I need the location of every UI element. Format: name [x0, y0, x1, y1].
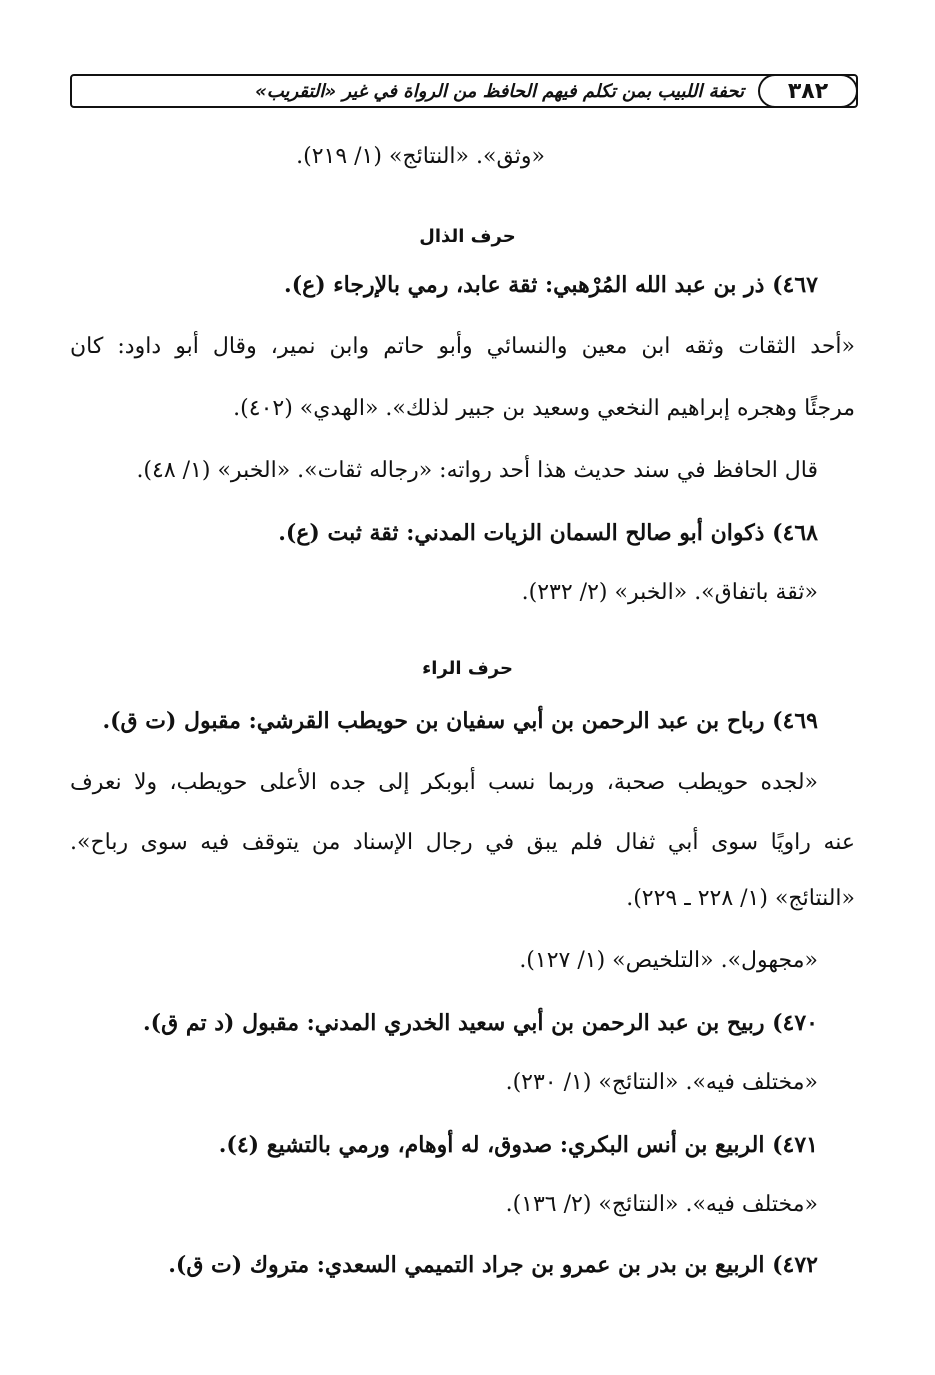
- page-number: ٣٨٢: [758, 74, 858, 108]
- section-heading: حرف الراء: [422, 658, 513, 679]
- text-line: «ثقة باتفاق». «الخبر» (٢/ ٢٣٢).: [521, 580, 818, 605]
- text-line: «وثق». «النتائج» (١/ ٢١٩).: [296, 144, 545, 169]
- section-heading: حرف الذال: [419, 226, 516, 247]
- entry-line: ٤٦٧) ذر بن عبد الله المُرْهبي: ثقة عابد، رمي بالإرجاء (ع).: [284, 272, 818, 298]
- text-line: «النتائج» (١/ ٢٢٨ ـ ٢٢٩).: [626, 886, 855, 911]
- text-line: «مختلف فيه». «النتائج» (٢/ ١٣٦).: [505, 1192, 818, 1217]
- text-line: عنه راويًا سوى أبي ثفال فلم يبق في رجال الإسناد من يتوقف فيه سوى رباح».: [70, 830, 856, 855]
- text-line: «أحد الثقات وثقه ابن معين والنسائي وأبو حاتم وابن نمير، وقال أبو داود: كان: [70, 334, 855, 359]
- text-line: «لجده حويطب صحبة، وربما نسب أبوبكر إلى جده الأعلى حويطب، ولا نعرف: [70, 770, 818, 795]
- entry-line: ٤٧٠) ربيح بن عبد الرحمن بن أبي سعيد الخدري المدني: مقبول (د تم ق).: [143, 1010, 818, 1036]
- entry-line: ٤٧١) الربيع بن أنس البكري: صدوق، له أوهام، ورمي بالتشيع (٤).: [218, 1132, 818, 1158]
- entry-line: ٤٦٩) رباح بن عبد الرحمن بن أبي سفيان بن حويطب القرشي: مقبول (ت ق).: [102, 708, 818, 734]
- text-line: «مختلف فيه». «النتائج» (١/ ٢٣٠).: [505, 1070, 818, 1095]
- running-header: [70, 74, 858, 108]
- entry-line: ٤٧٢) الربيع بن بدر بن عمرو بن جراد التميمي السعدي: متروك (ت ق).: [168, 1252, 818, 1278]
- text-line: قال الحافظ في سند حديث هذا أحد رواته: «رجاله ثقات». «الخبر» (١/ ٤٨).: [136, 458, 818, 483]
- entry-line: ٤٦٨) ذكوان أبو صالح السمان الزيات المدني: ثقة ثبت (ع).: [278, 520, 818, 546]
- text-line: «مجهول». «التلخيص» (١/ ١٢٧).: [519, 948, 818, 973]
- running-header-title: تحفة اللبيب بمن تكلم فيهم الحافظ من الرواة في غير «التقريب»: [255, 80, 744, 102]
- text-line: مرجئًا وهجره إبراهيم النخعي وسعيد بن جبير لذلك». «الهدي» (٤٠٢).: [233, 396, 855, 421]
